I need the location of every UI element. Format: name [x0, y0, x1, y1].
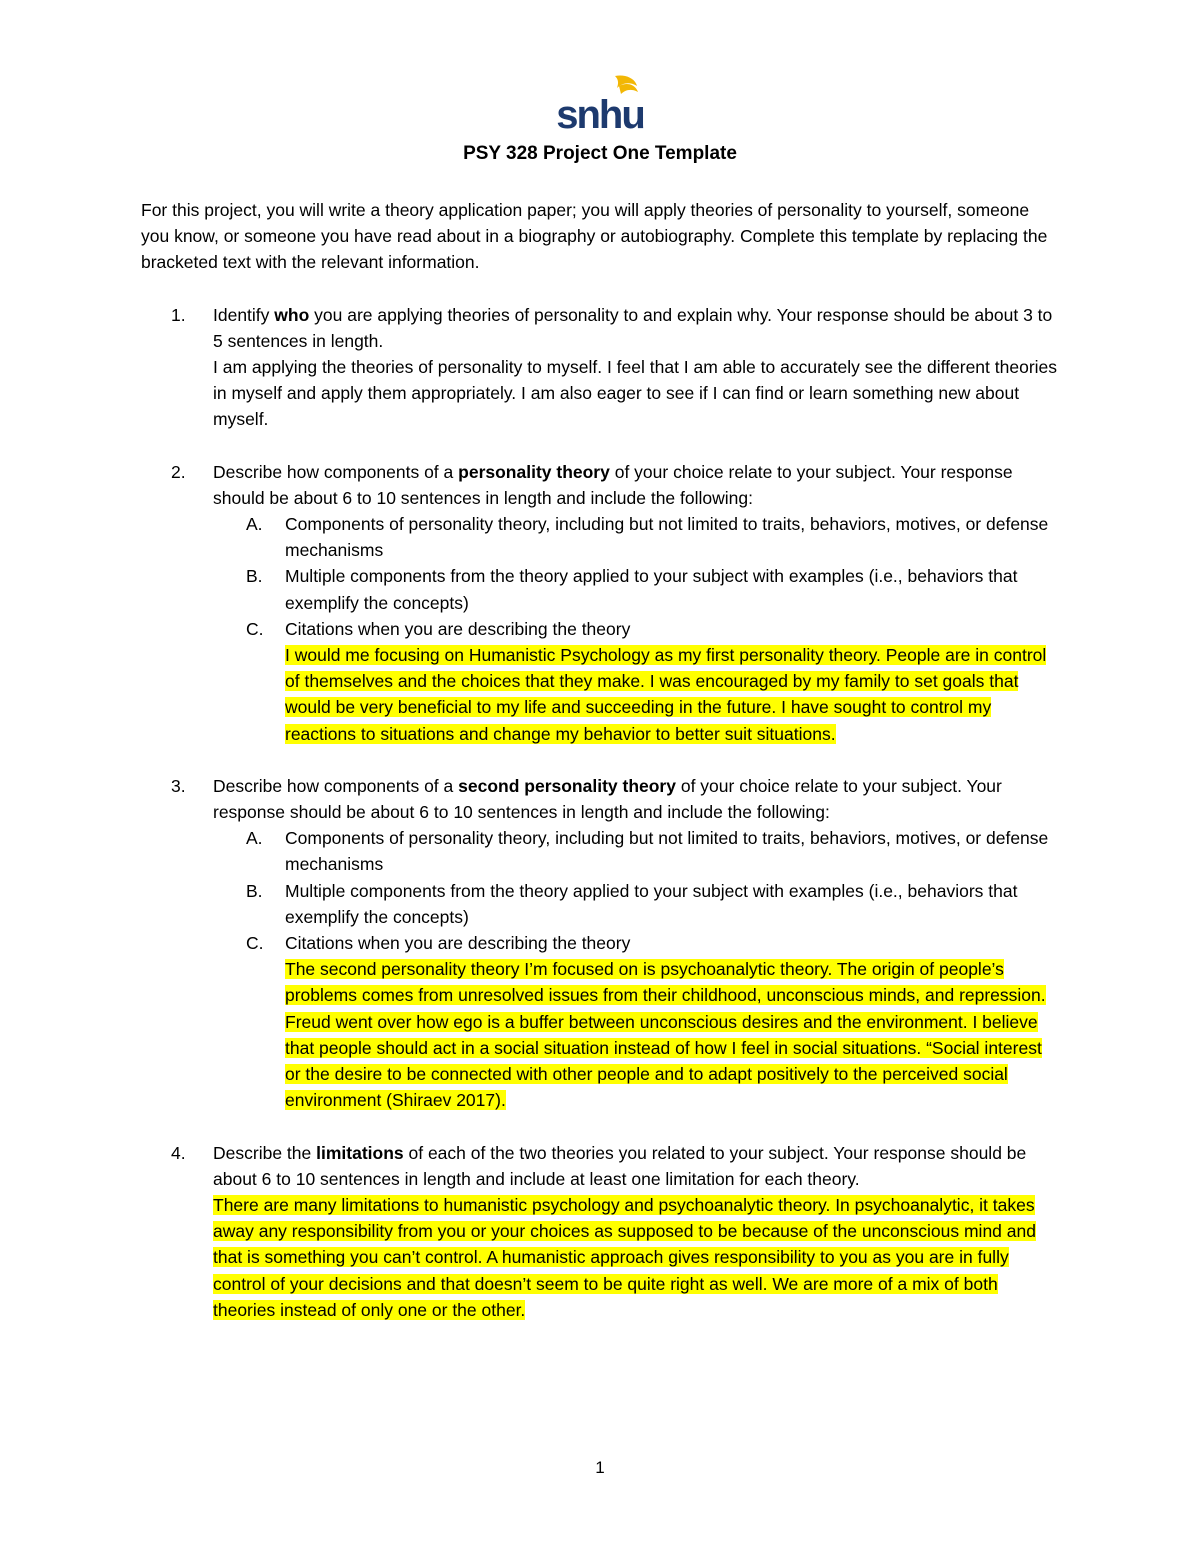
sub-text: Citations when you are describing the theory: [285, 618, 631, 639]
question-2: [141, 459, 1061, 747]
answer-text: [285, 642, 1061, 747]
snhu-logo: [555, 72, 645, 132]
sub-text: Components of personality theory, including but not limited to traits, behaviors, motives, or defense mechanisms: [285, 828, 1049, 875]
question-prompt: Describe how components of a second personality theory of your choice relate to your subject. Your response should be about 6 to 10 sentences in length and include the following:: [213, 775, 1002, 823]
sub-item: [213, 563, 1061, 615]
question-number: 4.: [171, 1142, 186, 1163]
snhu-logo-graphic: [555, 72, 645, 132]
sub-text: Multiple components from the theory applied to your subject with examples (i.e., behaviors that exemplify the concepts): [285, 880, 1018, 927]
highlighted-answer: There are many limitations to humanistic psychology and psychoanalytic theory. In psychoanalytic, it takes away any responsibility from you or your choices as supposed to be because of the unconscious mind and that is something you can’t control. A humanistic approach gives responsibility to you as you are in fully control of your decisions and that doesn’t seem to be quite right as well. We are more of a mix of both theories instead of only one or the other.: [213, 1194, 1036, 1320]
question-prompt: Describe the limitations of each of the two theories you related to your subject. Your response should be about 6 to 10 sentences in length and include at least one limitation for each theory.: [213, 1142, 1027, 1189]
question-number: 3.: [171, 775, 186, 796]
question-prompt: Identify who you are applying theories of personality to and explain why. Your response should be about 3 to 5 sentences in length.: [213, 304, 1053, 351]
sub-text: Components of personality theory, including but not limited to traits, behaviors, motives, or defense mechanisms: [285, 514, 1049, 561]
question-4: [141, 1140, 1061, 1323]
highlighted-answer: The second personality theory I’m focused on is psychoanalytic theory. The origin of people’s problems comes from unresolved issues from their childhood, unconscious minds, and repression. Freud went over how ego is a buffer between unconscious desires and the environment. I believe that people should act in a social situation instead of how I feel in social situations. “Social interest or the desire to be connected with other people and to adapt positively to the perceived social environment (Shiraev 2017).: [285, 959, 1046, 1111]
sub-item: [213, 930, 1061, 1113]
question-prompt: Describe how components of a personality theory of your choice relate to your subject. Your response should be about 6 to 10 sentences in length and include the following:: [213, 461, 1013, 508]
sub-text: Citations when you are describing the theory: [285, 933, 631, 954]
svg-text:snhu: snhu: [556, 93, 644, 132]
sub-text: Multiple components from the theory applied to your subject with examples (i.e., behaviors that exemplify the concepts): [285, 566, 1018, 613]
sub-item: [213, 616, 1061, 747]
intro-paragraph: For this project, you will write a theory application paper; you will apply theories of personality to yourself, someone you know, or someone you have read about in a biography or autobiography. Complete this template by replacing the bracketed text with the relevant information.: [141, 200, 1048, 273]
question-number: 1.: [171, 304, 186, 325]
answer-text: [285, 956, 1061, 1113]
sub-letter: A.: [246, 828, 263, 849]
sub-letter: B.: [246, 566, 263, 587]
sub-letter: C.: [246, 933, 264, 954]
page-number: 1: [595, 1458, 605, 1477]
question-number: 2.: [171, 461, 186, 482]
answer-text: I am applying the theories of personality to myself. I feel that I am able to accurately see the different theories in myself and apply them appropriately. I am also eager to see if I can find or learn something new about myself.: [213, 357, 1058, 430]
sub-letter: C.: [246, 618, 264, 639]
question-3: [141, 773, 1061, 1114]
sub-item: [213, 878, 1061, 930]
sub-item: [213, 511, 1061, 563]
highlighted-answer: I would me focusing on Humanistic Psychology as my first personality theory. People are in control of themselves and the choices that they make. I was encouraged by my family to set goals that would be very beneficial to my life and succeeding in the future. I have sought to control my reactions to situations and change my behavior to better suit situations.: [285, 645, 1047, 744]
sub-letter: B.: [246, 880, 263, 901]
document-body: [141, 197, 1061, 1349]
sub-letter: A.: [246, 514, 263, 535]
page-title: PSY 328 Project One Template: [463, 143, 737, 164]
question-1: [141, 302, 1061, 433]
sub-item: [213, 825, 1061, 877]
answer-text: [213, 1192, 1061, 1323]
